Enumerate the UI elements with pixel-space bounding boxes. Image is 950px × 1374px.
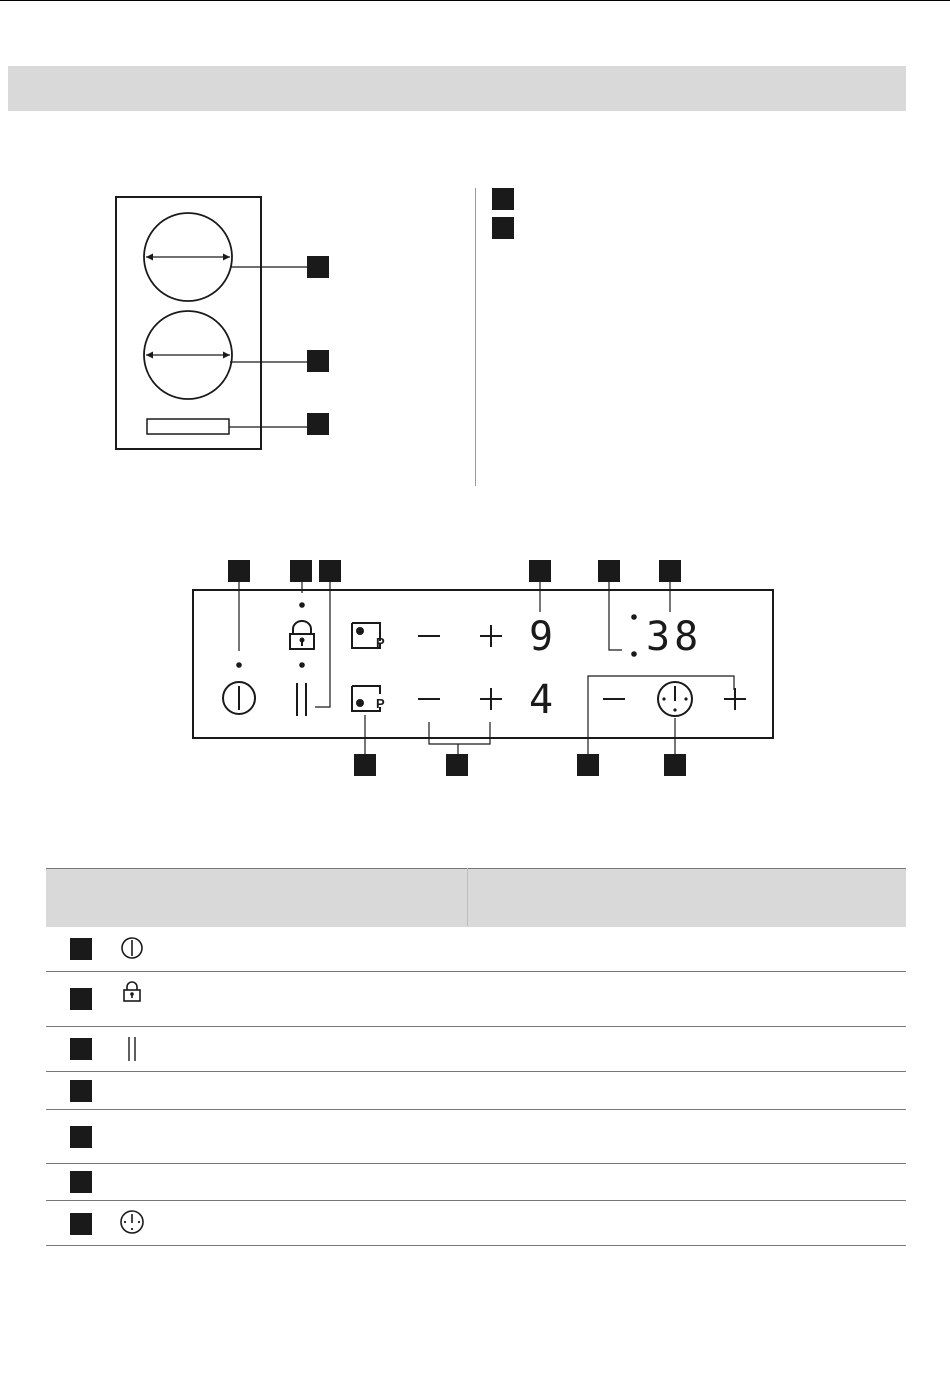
table-row	[46, 1072, 906, 1110]
power-icon	[118, 934, 146, 962]
panel-callout-9	[577, 754, 599, 776]
row-marker	[70, 1080, 92, 1102]
zone2-plus-button[interactable]	[480, 688, 502, 710]
panel-callout-4	[529, 560, 551, 582]
row-marker	[70, 1038, 92, 1060]
control-panel-frame	[193, 590, 773, 738]
table-row	[46, 1201, 906, 1246]
panel-callout-10	[664, 754, 686, 776]
row-marker	[70, 1213, 92, 1235]
lock-indicator-dot	[299, 602, 305, 608]
panel-callout-3	[319, 560, 341, 582]
pause-icon[interactable]	[297, 683, 306, 716]
zone1-power-display: 9	[529, 614, 558, 660]
timer-display: 38	[646, 614, 703, 660]
power-icon[interactable]	[223, 682, 255, 714]
panel-callout-5	[598, 560, 620, 582]
timer-icon	[118, 1208, 146, 1236]
table-header	[46, 868, 906, 927]
zone2-power-display: 4	[529, 677, 558, 723]
timer-icon[interactable]	[658, 682, 692, 716]
zone2-timer-indicator-dot	[631, 651, 637, 657]
power-indicator-dot	[236, 662, 242, 668]
table-row	[46, 1110, 906, 1164]
timer-plus-button[interactable]	[724, 688, 746, 710]
row-marker	[70, 1126, 92, 1148]
panel-callout-6	[659, 560, 681, 582]
table-row	[46, 926, 906, 972]
table-row	[46, 972, 906, 1027]
zone2-boost-label: P	[376, 696, 385, 711]
row-marker	[70, 988, 92, 1010]
panel-callout-8	[446, 754, 468, 776]
row-marker	[70, 1171, 92, 1193]
table-row	[46, 1027, 906, 1072]
lock-icon[interactable]	[290, 621, 314, 649]
row-marker	[70, 938, 92, 960]
table-row	[46, 1164, 906, 1201]
pause-indicator-dot	[299, 662, 305, 668]
panel-callout-7	[354, 754, 376, 776]
zone1-boost-label: P	[376, 635, 385, 650]
zone1-plus-button[interactable]	[480, 625, 502, 647]
lock-icon	[118, 978, 146, 1006]
panel-callout-1	[228, 560, 250, 582]
panel-callout-2	[290, 560, 312, 582]
pause-icon	[118, 1035, 146, 1063]
table-header-divider	[467, 868, 468, 926]
zone1-timer-indicator-dot	[631, 614, 637, 620]
